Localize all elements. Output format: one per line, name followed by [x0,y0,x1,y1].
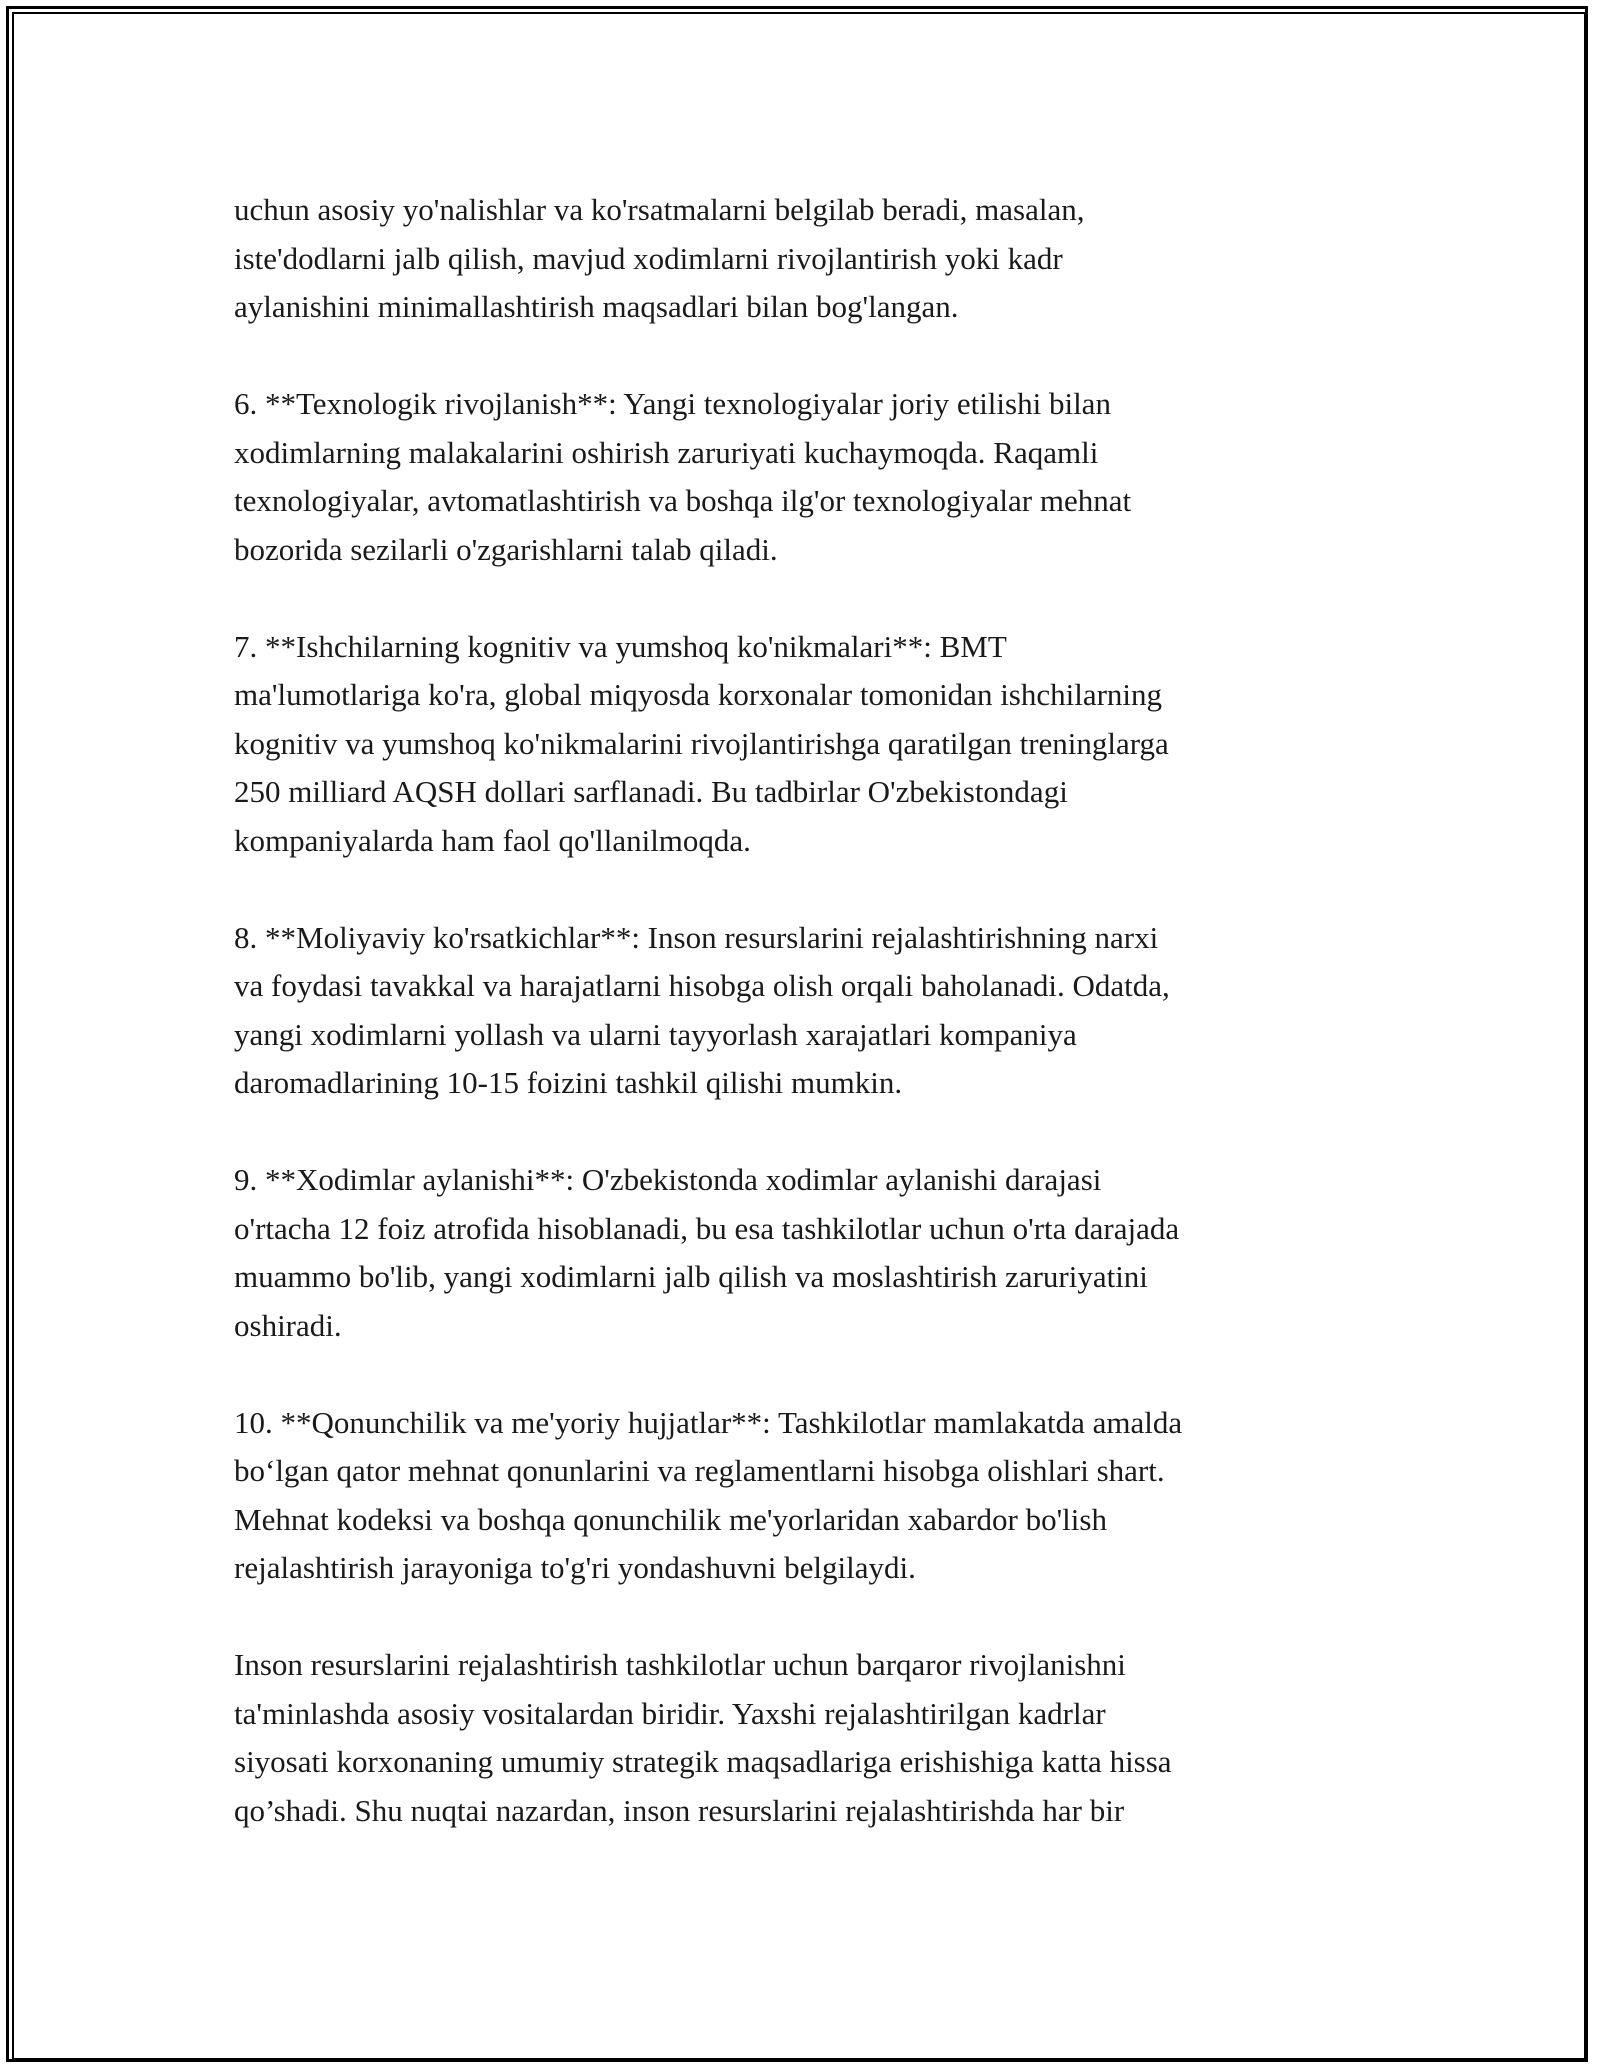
text-line: oshiradi. [234,1307,342,1343]
paragraph-item-8 [234,914,1394,1108]
text-line: rejalashtirish jarayoniga to'g'ri yondashuvni belgilaydi. [234,1550,916,1585]
text-line: iste'dodlarni jalb qilish, mavjud xodimlarni rivojlantirish yoki kadr [234,240,1063,276]
text-line: kognitiv va yumshoq ko'nikmalarini rivojlantirishga qaratilgan treninglarga [234,725,1169,761]
text-line: Mehnat kodeksi va boshqa qonunchilik me'yorlaridan xabardor bo'lish [234,1501,1107,1537]
text-line: siyosati korxonaning umumiy strategik maqsadlariga erishishiga katta hissa [234,1744,1172,1779]
text-line: o'rtacha 12 foiz atrofida hisoblanadi, bu esa tashkilotlar uchun o'rta darajada [234,1210,1180,1246]
paragraph-intro-continuation [234,186,1394,332]
text-line: bo‘lgan qator mehnat qonunlarini va reglamentlarni hisobga olishlari shart. [234,1453,1165,1488]
text-line: yangi xodimlarni yollash va ularni tayyorlash xarajatlari kompaniya [234,1016,1077,1052]
text-line: bozorida sezilarli o'zgarishlarni talab qiladi. [234,531,778,567]
text-line: 10. **Qonunchilik va me'yoriy hujjatlar**: Tashkilotlar mamlakatda amalda [234,1404,1183,1440]
text-line: 250 milliard AQSH dollari sarflanadi. Bu tadbirlar O'zbekistondagi [234,774,1068,809]
text-line: va foydasi tavakkal va harajatlarni hisobga olish orqali baholanadi. Odatda, [234,968,1170,1003]
paragraph-item-6 [234,380,1394,574]
paragraph-item-10 [234,1399,1394,1593]
text-line: daromadlarining 10-15 foizini tashkil qilishi mumkin. [234,1065,903,1100]
text-line: 6. **Texnologik rivojlanish**: Yangi texnologiyalar joriy etilishi bilan [234,386,1111,421]
text-line: Inson resurslarini rejalashtirish tashkilotlar uchun barqaror rivojlanishni [234,1647,1126,1682]
text-line: uchun asosiy yo'nalishlar va ko'rsatmalarni belgilab beradi, masalan, [234,192,1085,227]
document-body [234,186,1394,1884]
text-line: ma'lumotlariga ko'ra, global miqyosda korxonalar tomonidan ishchilarning [234,677,1163,712]
text-line: 9. **Xodimlar aylanishi**: O'zbekistonda xodimlar aylanishi darajasi [234,1162,1102,1197]
text-line: aylanishini minimallashtirish maqsadlari bilan bog'langan. [234,289,959,324]
text-line: xodimlarning malakalarini oshirish zaruriyati kuchaymoqda. Raqamli [234,434,1099,470]
paragraph-conclusion [234,1641,1394,1835]
paragraph-item-9 [234,1156,1394,1350]
text-line: 8. **Moliyaviy ko'rsatkichlar**: Inson resurslarini rejalashtirishning narxi [234,919,1159,955]
paragraph-item-7 [234,623,1394,866]
text-line: qo’shadi. Shu nuqtai nazardan, inson resurslarini rejalashtirishda har bir [234,1792,1125,1828]
text-line: texnologiyalar, avtomatlashtirish va boshqa ilg'or texnologiyalar mehnat [234,483,1132,518]
text-line: kompaniyalarda ham faol qo'llanilmoqda. [234,822,751,858]
text-line: muammo bo'lib, yangi xodimlarni jalb qilish va moslashtirish zaruriyatini [234,1259,1148,1294]
text-line: 7. **Ishchilarning kognitiv va yumshoq ko'nikmalari**: BMT [234,628,1007,664]
text-line: ta'minlashda asosiy vositalardan biridir. Yaxshi rejalashtirilgan kadrlar [234,1695,1106,1731]
